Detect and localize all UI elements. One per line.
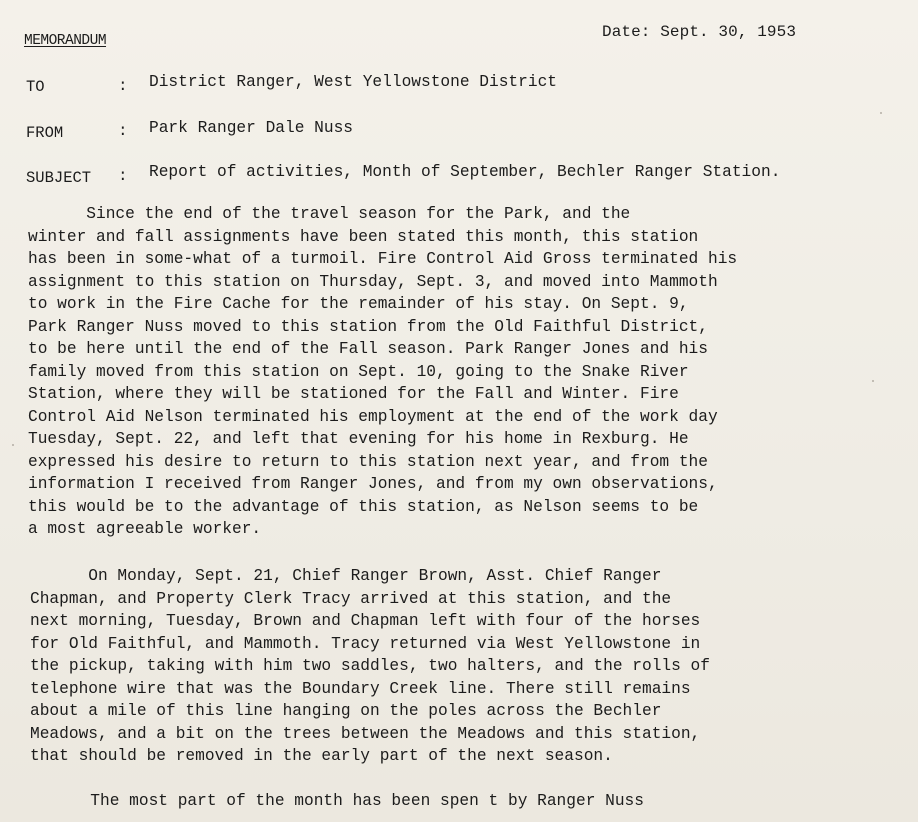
memo-label: MEMORANDUM	[24, 33, 107, 49]
subject-colon: :	[118, 167, 128, 185]
paragraph-3	[32, 790, 644, 813]
subject-label: SUBJECT	[26, 169, 92, 187]
paragraph-line: to work in the Fire Cache for the remainder of his stay. On Sept. 9,	[28, 295, 689, 313]
paragraph-line: this would be to the advantage of this station, as Nelson seems to be	[28, 497, 699, 516]
paragraph-line: Control Aid Nelson terminated his employment at the end of the work day	[28, 407, 718, 426]
paragraph-line: to be here until the end of the Fall season. Park Ranger Jones and his	[28, 340, 708, 358]
paragraph-line: Meadows, and a bit on the trees between the Meadows and this station,	[30, 724, 701, 743]
paragraph-line: telephone wire that was the Boundary Creek line. There still remains	[30, 679, 691, 698]
paragraph-line: a most agreeable worker.	[28, 520, 262, 538]
paragraph-line: that should be removed in the early part of the next season.	[30, 747, 613, 765]
paragraph-line: On Monday, Sept. 21, Chief Ranger Brown, Asst. Chief Ranger	[30, 567, 662, 585]
paragraph-line: winter and fall assignments have been stated this month, this station	[28, 227, 699, 246]
paragraph-line: information I received from Ranger Jones, and from my own observations,	[28, 475, 718, 493]
paragraph-line: Since the end of the travel season for the Park, and the	[28, 205, 631, 223]
paper-speck	[12, 444, 14, 446]
from-label: FROM	[26, 124, 64, 142]
paragraph-line: next morning, Tuesday, Brown and Chapman left with four of the horses	[30, 612, 701, 630]
paragraph-line: about a mile of this line hanging on the poles across the Bechler	[30, 702, 662, 720]
paragraph-2	[30, 565, 710, 768]
to-value: District Ranger, West Yellowstone District	[149, 73, 557, 91]
subject-value: Report of activities, Month of September, Bechler Ranger Station.	[149, 163, 781, 181]
paragraph-line: Park Ranger Nuss moved to this station from the Old Faithful District,	[28, 317, 708, 336]
paragraph-line: assignment to this station on Thursday, Sept. 3, and moved into Mammoth	[28, 272, 718, 291]
to-label: TO	[26, 78, 45, 96]
paper-speck	[872, 380, 874, 382]
paragraph-line: has been in some-what of a turmoil. Fire Control Aid Gross terminated his	[28, 250, 738, 268]
from-value: Park Ranger Dale Nuss	[149, 119, 353, 137]
paragraph-1	[28, 203, 737, 541]
paragraph-line: The most part of the month has been spen t by Ranger Nuss	[32, 792, 644, 810]
to-colon: :	[118, 77, 128, 95]
paragraph-line: Tuesday, Sept. 22, and left that evening for his home in Rexburg. He	[28, 430, 689, 448]
paper-speck	[880, 112, 882, 114]
from-colon: :	[118, 122, 128, 140]
paragraph-line: for Old Faithful, and Mammoth. Tracy returned via West Yellowstone in	[30, 634, 701, 653]
paragraph-line: Station, where they will be stationed for the Fall and Winter. Fire	[28, 385, 679, 403]
memo-date: Date: Sept. 30, 1953	[602, 23, 797, 41]
paragraph-line: expressed his desire to return to this station next year, and from the	[28, 452, 708, 471]
paragraph-line: the pickup, taking with him two saddles, two halters, and the rolls of	[30, 657, 710, 675]
paragraph-line: Chapman, and Property Clerk Tracy arrived at this station, and the	[30, 589, 672, 608]
paragraph-line: family moved from this station on Sept. 10, going to the Snake River	[28, 362, 689, 381]
